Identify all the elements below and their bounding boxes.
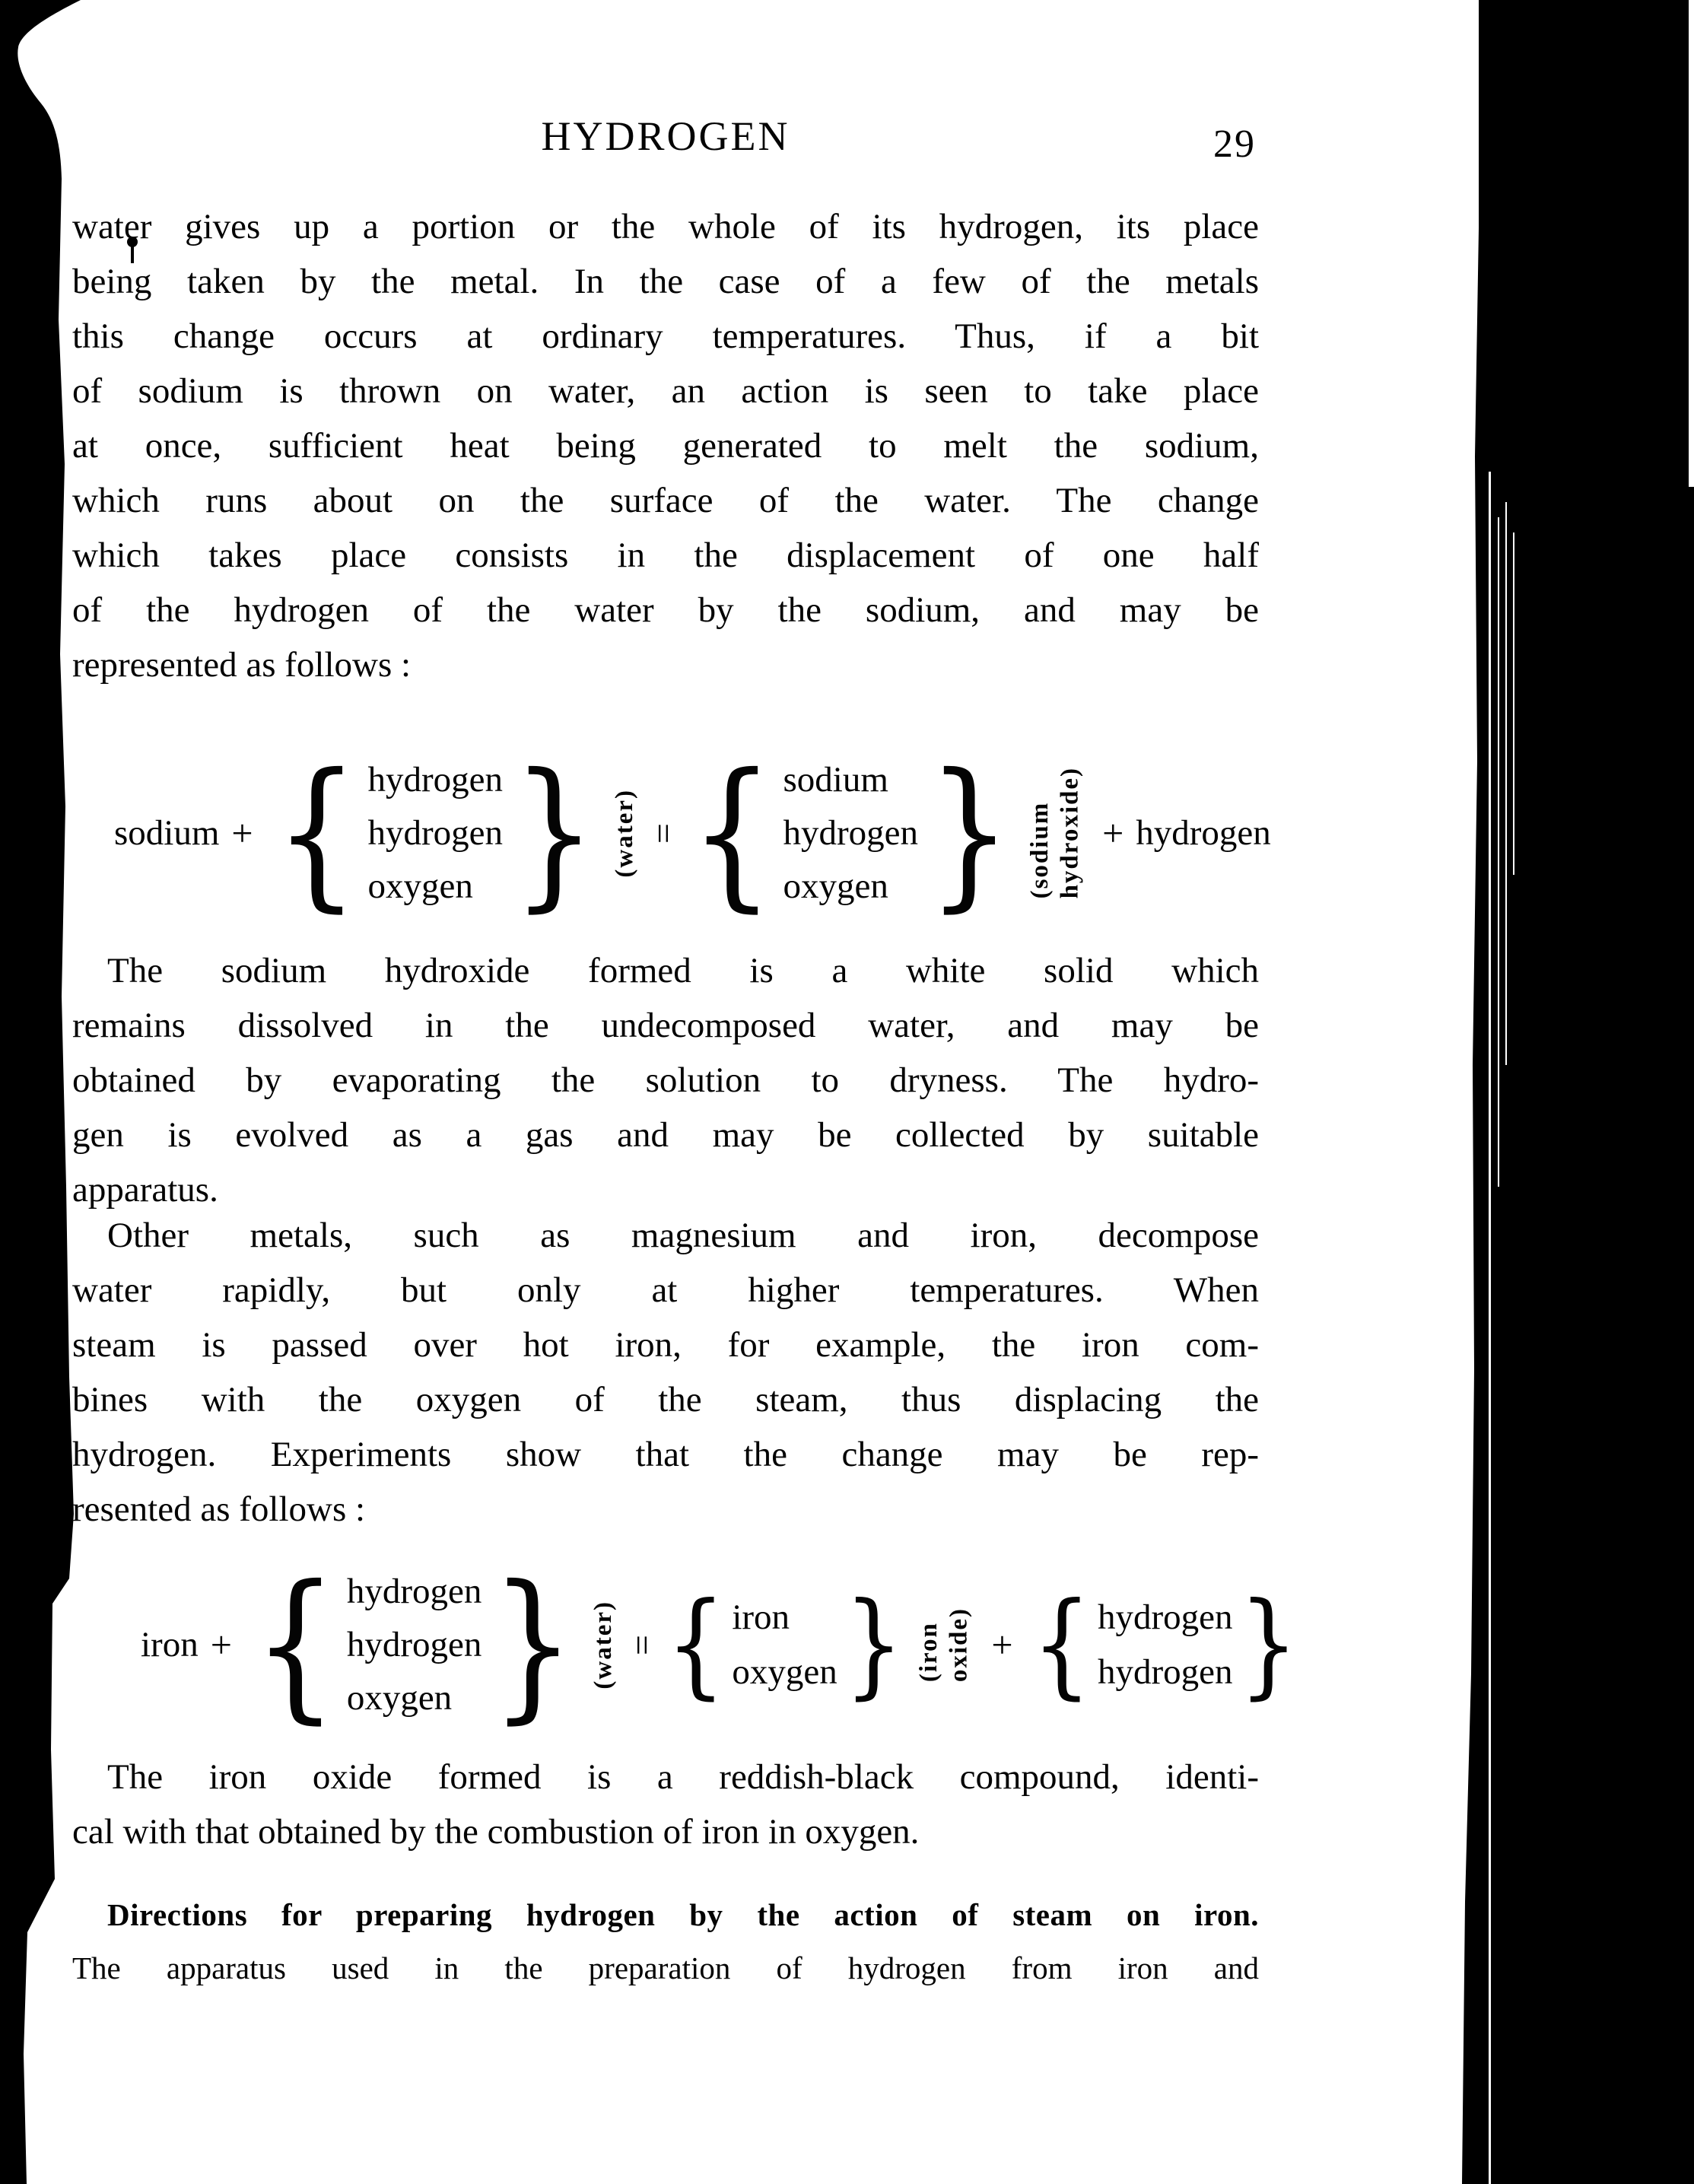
component: hydrogen <box>346 1572 482 1611</box>
component: hydrogen <box>1097 1597 1233 1637</box>
text-line: water gives up a portion or the whole of its hydrogen, its place <box>72 207 1259 246</box>
component: hydrogen <box>783 813 918 853</box>
text-line: water rapidly, but only at higher temperatures. When <box>72 1270 1259 1310</box>
left-brace: { <box>689 739 774 927</box>
paragraph-3 <box>72 1208 1259 1537</box>
text-line: cal with that obtained by the combustion of iron in oxygen. <box>72 1812 920 1852</box>
text-line: The sodium hydroxide formed is a white solid which <box>107 951 1259 990</box>
sodium-hydroxide-label: (sodium hydroxide) <box>1025 767 1084 899</box>
scan-scratch-line <box>1498 517 1499 1187</box>
equation-reactant: sodium <box>114 813 220 853</box>
page-title: HYDROGEN <box>541 113 790 159</box>
left-brace: { <box>253 1550 338 1738</box>
text-line: steam is passed over hot iron, for example, the iron com- <box>72 1325 1259 1365</box>
hydrogen-components <box>1098 1590 1233 1699</box>
iron-oxide-label: (iron oxide) <box>915 1607 973 1683</box>
right-brace: } <box>927 739 1012 927</box>
component: hydrogen <box>1097 1652 1233 1692</box>
text-line: apparatus. <box>72 1170 218 1210</box>
paragraph-2 <box>72 943 1259 1217</box>
equation-sodium-water <box>114 739 1271 927</box>
text-line: bines with the oxygen of the steam, thus displacing the <box>72 1380 1259 1419</box>
right-brace: } <box>491 1550 576 1738</box>
text-line: of sodium is thrown on water, an action is seen to take place <box>72 371 1259 411</box>
component: iron <box>732 1597 790 1637</box>
text-line: obtained by evaporating the solution to dryness. The hydro- <box>72 1060 1259 1100</box>
component: oxygen <box>783 866 888 906</box>
paragraph-directions <box>72 1888 1259 1995</box>
component: oxygen <box>732 1652 837 1692</box>
sodium-hydroxide-components <box>783 753 918 913</box>
left-brace: { <box>666 1578 726 1711</box>
component: hydrogen <box>367 760 504 800</box>
running-head <box>72 113 1259 181</box>
page-number: 29 <box>1213 122 1256 166</box>
text-line: this change occurs at ordinary temperatures. Thus, if a bit <box>72 316 1259 356</box>
equation-product: hydrogen <box>1136 813 1271 853</box>
component: hydrogen <box>367 813 504 853</box>
scan-edge-white-sliver <box>1689 0 1694 487</box>
scan-edge-right <box>1457 0 1694 2184</box>
component: oxygen <box>346 1678 453 1718</box>
plus-operator: + <box>210 1623 232 1666</box>
text-line: which takes place consists in the displacement of one half <box>72 536 1259 575</box>
plus-operator: + <box>1102 812 1124 854</box>
component: hydrogen <box>346 1625 482 1664</box>
water-components <box>368 753 504 913</box>
left-brace: { <box>1031 1578 1092 1711</box>
directions-heading: Directions for preparing hydrogen by the action of steam on iron. <box>107 1897 1259 1932</box>
text-line: of the hydrogen of the water by the sodium, and may be <box>72 590 1259 630</box>
water-label: (water) <box>610 788 638 878</box>
component: sodium <box>783 760 888 800</box>
scan-scratch-line <box>1513 532 1514 875</box>
text-line: represented as follows : <box>72 645 412 685</box>
scan-scratch-line <box>1489 472 1491 2184</box>
iron-oxide-components <box>732 1590 837 1699</box>
text-line: which runs about on the surface of the water. The change <box>72 481 1259 520</box>
text-line: The iron oxide formed is a reddish-black compound, identi- <box>107 1757 1259 1797</box>
text-line: hydrogen. Experiments show that the change may be rep- <box>72 1435 1259 1474</box>
text-line: remains dissolved in the undecomposed water, and may be <box>72 1006 1259 1045</box>
text-line: Other metals, such as magnesium and iron, decompose <box>107 1216 1259 1255</box>
text-line: gen is evolved as a gas and may be collected by suitable <box>72 1115 1259 1155</box>
scan-scratch-line <box>1505 502 1507 1065</box>
text-line: resented as follows : <box>72 1489 366 1529</box>
right-brace: } <box>512 739 596 927</box>
text-line: at once, sufficient heat being generated to melt the sodium, <box>72 426 1259 466</box>
water-label: (water) <box>590 1600 618 1690</box>
equals-operator: = <box>642 822 683 844</box>
left-brace: { <box>274 739 359 927</box>
component: oxygen <box>367 866 473 906</box>
text-line: The apparatus used in the preparation of hydrogen from iron and <box>72 1950 1259 1985</box>
equation-iron-steam <box>141 1550 1305 1738</box>
text-line: being taken by the metal. In the case of a few of the metals <box>72 262 1259 301</box>
water-components <box>347 1565 482 1725</box>
plus-operator: + <box>231 812 253 854</box>
plus-operator: + <box>991 1623 1013 1666</box>
right-brace: } <box>1239 1578 1299 1711</box>
equals-operator: = <box>621 1634 662 1655</box>
paragraph-4 <box>72 1750 1259 1859</box>
equation-reactant: iron <box>141 1625 199 1664</box>
right-brace: } <box>844 1578 904 1711</box>
paragraph-1 <box>72 199 1259 692</box>
